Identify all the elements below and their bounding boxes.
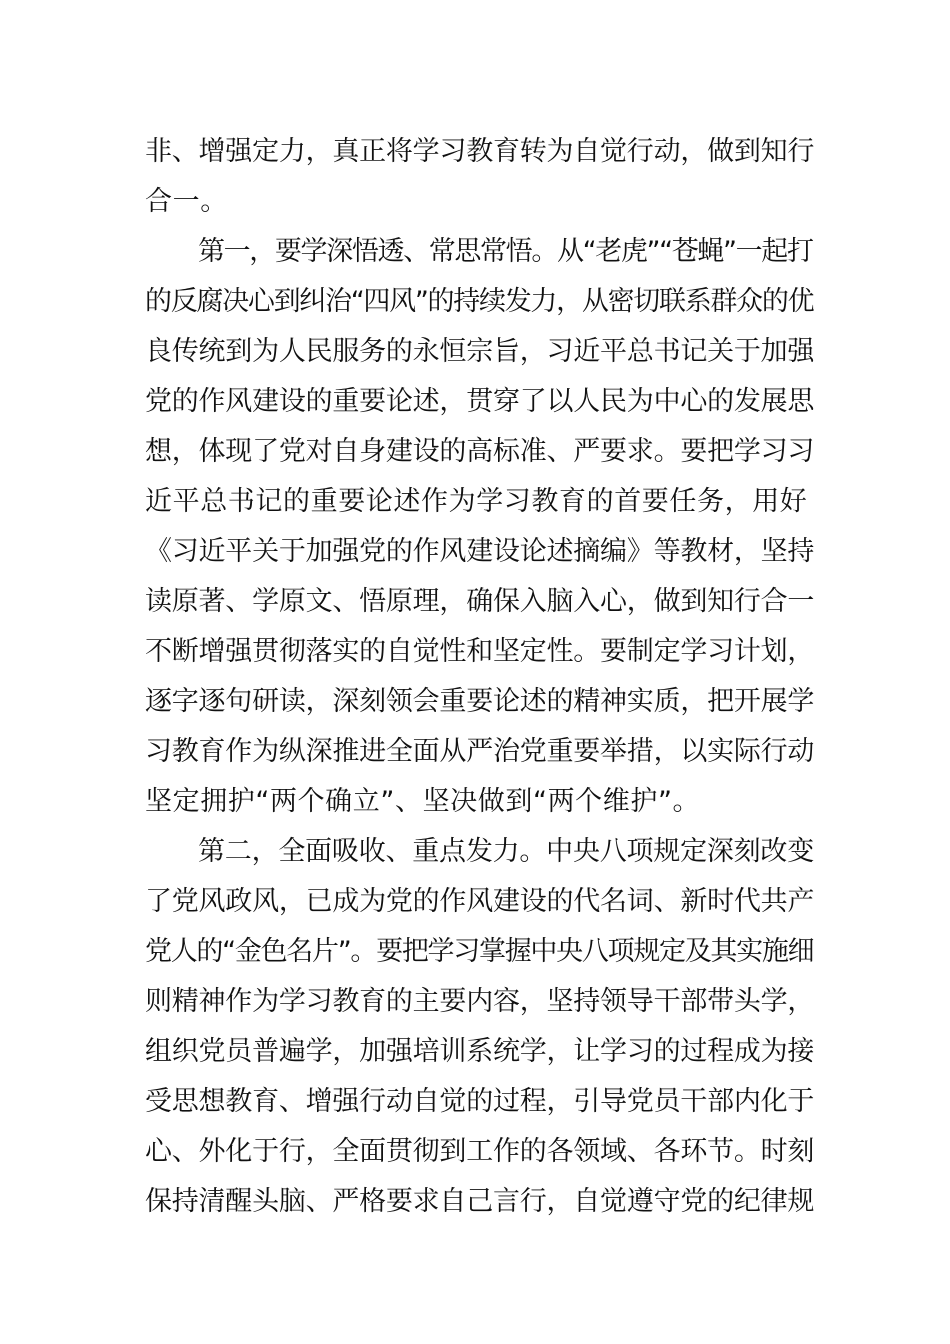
text-line: 坚定拥护“两个确立”、坚决做到“两个维护”。: [145, 786, 701, 817]
text-line: 保持清醒头脑、严格要求自己言行，自觉遵守党的纪律规: [145, 1186, 815, 1217]
text-line: 想，体现了党对自身建设的高标准、严要求。要把学习习: [145, 436, 815, 467]
text-line: 第二，全面吸收、重点发力。中央八项规定深刻改变: [198, 836, 814, 867]
text-line: 了党风政风，已成为党的作风建设的代名词、新时代共产: [145, 886, 815, 917]
text-line: 非、增强定力，真正将学习教育转为自觉行动，做到知行: [145, 136, 815, 167]
text-line: 组织党员普遍学，加强培训系统学，让学习的过程成为接: [145, 1036, 815, 1067]
text-line: 党人的“金色名片”。要把学习掌握中央八项规定及其实施细: [145, 936, 814, 967]
text-line: 第一，要学深悟透、常思常悟。从“老虎”“苍蝇”一起打: [198, 236, 813, 267]
text-line: 良传统到为人民服务的永恒宗旨，习近平总书记关于加强: [145, 336, 815, 367]
text-line: 的反腐决心到纠治“四风”的持续发力，从密切联系群众的优: [145, 286, 814, 317]
text-line: 则精神作为学习教育的主要内容，坚持领导干部带头学，: [145, 986, 815, 1017]
text-line: 逐字逐句研读，深刻领会重要论述的精神实质，把开展学: [145, 686, 815, 717]
text-line: 党的作风建设的重要论述，贯穿了以人民为中心的发展思: [145, 386, 815, 417]
text-line: 习教育作为纵深推进全面从严治党重要举措，以实际行动: [145, 736, 815, 767]
text-line: 读原著、学原文、悟原理，确保入脑入心，做到知行合一: [145, 586, 815, 617]
text-line: 近平总书记的重要论述作为学习教育的首要任务，用好: [145, 486, 808, 517]
text-line: 《习近平关于加强党的作风建设论述摘编》等教材，坚持: [145, 536, 815, 567]
text-line: 心、外化于行，全面贯彻到工作的各领域、各环节。时刻: [145, 1136, 815, 1167]
text-line: 受思想教育、增强行动自觉的过程，引导党员干部内化于: [145, 1086, 815, 1117]
text-line: 合一。: [145, 186, 228, 217]
text-line: 不断增强贯彻落实的自觉性和坚定性。要制定学习计划，: [145, 636, 815, 667]
